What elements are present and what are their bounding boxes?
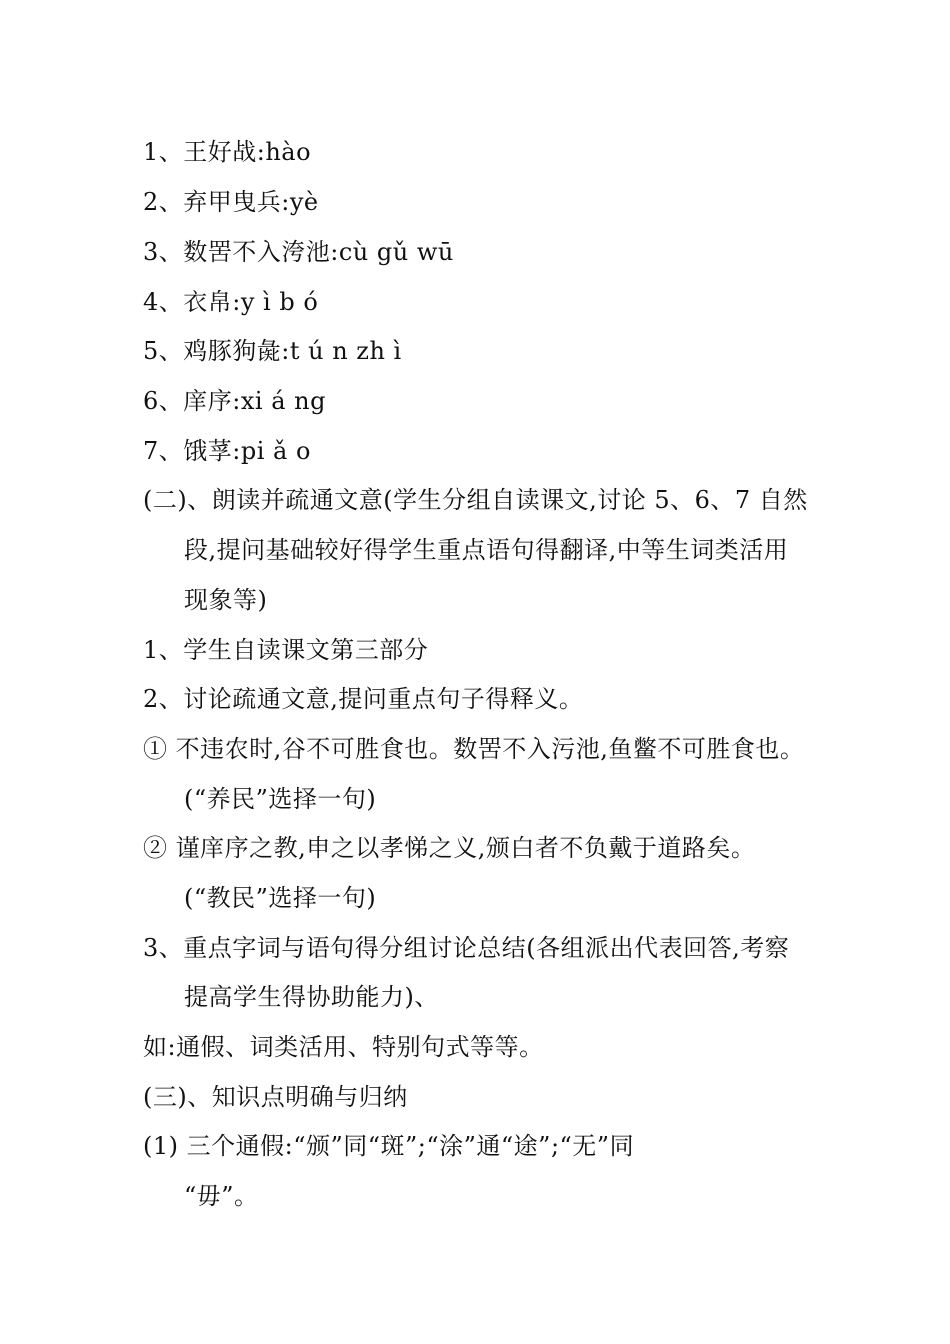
pinyin-item-6: 6、庠序:xi á ng	[143, 387, 326, 415]
quote-1: ① 不违农时,谷不可胜食也。数罟不入污池,鱼鳖不可胜食也。	[143, 735, 805, 763]
step-2: 2、讨论疏通文意,提问重点句子得释义。	[143, 685, 584, 713]
step-1: 1、学生自读课文第三部分	[143, 636, 429, 664]
pinyin-item-4: 4、衣帛:y ì b ó	[143, 288, 319, 316]
pinyin-item-3: 3、数罟不入洿池:cù gǔ wū	[143, 238, 454, 266]
quote-2-note: (“教民”选择一句)	[184, 884, 377, 912]
pinyin-item-5: 5、鸡豚狗彘:t ú n zh ì	[143, 337, 402, 365]
pinyin-item-7: 7、饿莩:pi ǎ o	[143, 437, 311, 465]
example-line: 如:通假、词类活用、特别句式等等。	[143, 1033, 544, 1061]
step-3: 3、重点字词与语句得分组讨论总结(各组派出代表回答,考察	[143, 934, 790, 962]
pinyin-item-2: 2、弃甲曳兵:yè	[143, 188, 319, 216]
step-3-cont: 提高学生得协助能力)、	[184, 983, 439, 1011]
quote-2: ② 谨庠序之教,申之以孝悌之义,颁白者不负戴于道路矣。	[143, 834, 756, 862]
quote-1-note: (“养民”选择一句)	[184, 785, 377, 813]
point-1: (1) 三个通假:“颁”同“斑”;“涂”通“途”;“无”同	[143, 1132, 635, 1160]
section-heading-2-cont: 段,提问基础较好得学生重点语句得翻译,中等生词类活用	[184, 536, 789, 564]
section-heading-2-cont: 现象等)	[184, 586, 268, 614]
section-heading-2: (二)、朗读并疏通文意(学生分组自读课文,讨论 5、6、7 自然	[143, 486, 808, 514]
section-heading-3: (三)、知识点明确与归纳	[143, 1083, 408, 1111]
point-1-cont: “毋”。	[184, 1182, 259, 1210]
pinyin-item-1: 1、王好战:hào	[143, 138, 312, 166]
